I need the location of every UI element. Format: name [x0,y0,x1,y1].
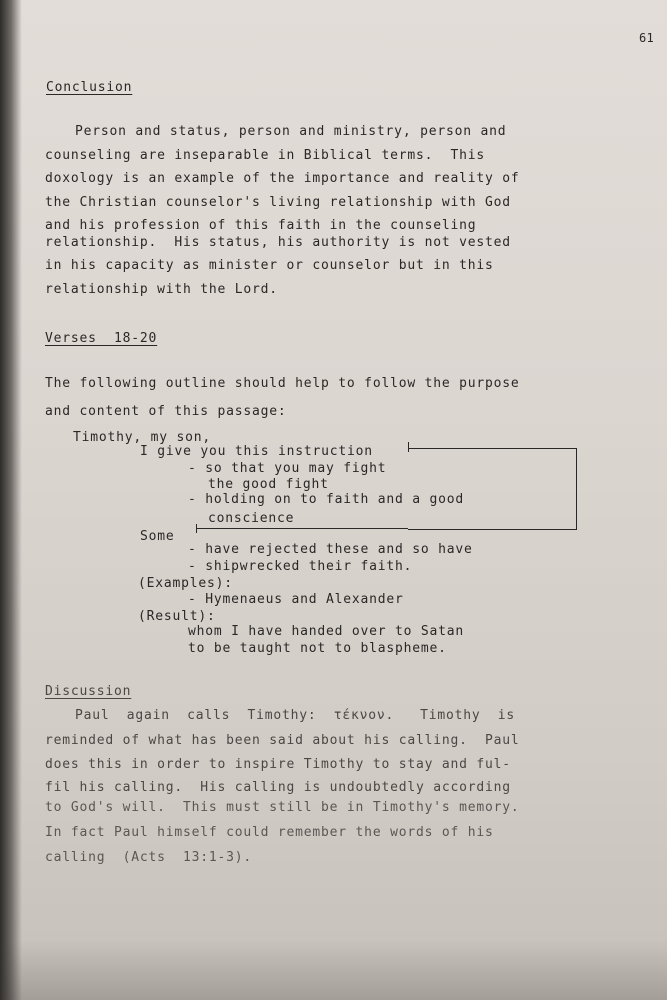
bracket-tick-bottom [196,524,197,533]
conclusion-line: relationship. His status, his authority is not vested [45,235,511,250]
conclusion-line: the Christian counselor's living relationship with God [45,195,511,210]
verses-intro-line: The following outline should help to follow the purpose [45,376,520,391]
outline-line: - holding on to faith and a good [188,492,465,507]
outline-line: - shipwrecked their faith. [188,559,413,574]
conclusion-line: counseling are inseparable in Biblical terms. This [45,148,485,163]
conclusion-line: relationship with the Lord. [45,282,278,297]
conclusion-line: and his profession of this faith in the counseling [45,218,477,233]
discussion-line: fil his calling. His calling is undoubtedly according [45,780,511,795]
outline-line: Some [140,529,175,544]
bracket-tick-top [408,442,409,452]
outline-line: (Result): [138,609,216,624]
verses-intro-line: and content of this passage: [45,404,287,419]
outline-line: - so that you may fight [188,461,387,476]
discussion-line: Paul again calls Timothy: τέκνον. Timothy is [75,708,515,723]
page-number: 61 [639,31,655,45]
discussion-heading: Discussion [45,684,132,699]
bracket-line-bottom [196,528,408,529]
discussion-line: to God's will. This must still be in Timothy's memory. [45,800,520,815]
outline-line: to be taught not to blaspheme. [188,641,447,656]
outline-line: - have rejected these and so have [188,542,473,557]
conclusion-line: Person and status, person and ministry, person and [75,124,507,139]
outline-line: I give you this instruction [140,444,373,459]
discussion-line: calling (Acts 13:1-3). [45,850,253,865]
discussion-line: In fact Paul himself could remember the words of his [45,825,494,840]
discussion-line: does this in order to inspire Timothy to stay and ful- [45,757,511,772]
conclusion-line: in his capacity as minister or counselor but in this [45,258,494,273]
outline-line: - Hymenaeus and Alexander [188,592,404,607]
outline-line: whom I have handed over to Satan [188,624,465,639]
outline-line: Timothy, my son, [73,430,212,445]
conclusion-line: doxology is an example of the importance and reality of [45,171,520,186]
outline-line: conscience [208,511,295,526]
outline-line: (Examples): [138,576,233,591]
outline-line: the good fight [208,477,329,492]
outline-connector-bracket [408,448,577,530]
conclusion-heading: Conclusion [46,80,133,95]
verses-heading: Verses 18-20 [45,331,158,346]
discussion-line: reminded of what has been said about his calling. Paul [45,733,520,748]
